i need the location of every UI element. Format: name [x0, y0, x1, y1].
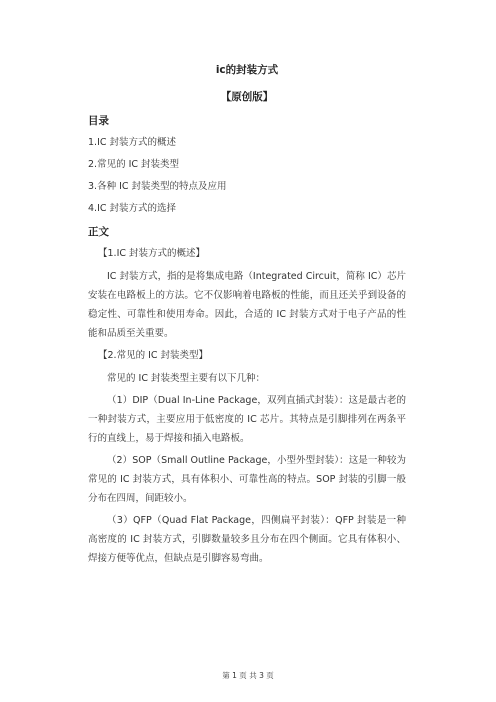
toc-item: 1.IC 封装方式的概述 [88, 137, 177, 148]
paragraph: （1）DIP（Dual In-Line Package，双列直插式封装）：这是最古老的一种封装方式，主要应用于低密度的 IC 芯片。其特点是引脚排列在两条平行的直线上，易于焊接和插入电路板。 [88, 395, 406, 444]
section-title: 【2.常见的 IC 封装类型】 [98, 350, 209, 361]
paragraph: （3）QFP（Quad Flat Package，四侧扁平封装）：QFP 封装是一种高密度的 IC 封装方式，引脚数量较多且分布在四个侧面。它具有体积小、焊接方便等优点，但缺点是引脚容易弯曲。 [88, 515, 406, 564]
paragraph: IC 封装方式，指的是将集成电路（Integrated Circuit，简称 IC）芯片安装在电路板上的方法。它不仅影响着电路板的性能，而且还关乎到设备的稳定性、可靠性和使用寿命。因此，合适的 IC 封装方式对于电子产品的性能和品质至关重要。 [88, 271, 406, 339]
toc-item: 4.IC 封装方式的选择 [88, 203, 177, 214]
toc-item: 3.各种 IC 封装类型的特点及应用 [88, 181, 227, 192]
section-title: 【1.IC 封装方式的概述】 [98, 248, 206, 259]
paragraph: 常见的 IC 封装类型主要有以下几种： [107, 373, 265, 384]
document-subtitle: 【原创版】 [220, 91, 274, 103]
paragraph: （2）SOP（Small Outline Package，小型外型封装）：这是一种较为常见的 IC 封装方式，具有体积小、可靠性高的特点。SOP 封装的引脚一般分布在四周，间距较小。 [88, 455, 406, 504]
document-title: ic的封装方式 [215, 64, 279, 76]
toc-heading: 目录 [88, 115, 109, 127]
page-footer: 第 1 页 共 3 页 [222, 671, 274, 680]
document-content [88, 62, 406, 568]
toc-item: 2.常见的 IC 封装类型 [88, 159, 180, 170]
body-heading: 正文 [88, 226, 109, 238]
